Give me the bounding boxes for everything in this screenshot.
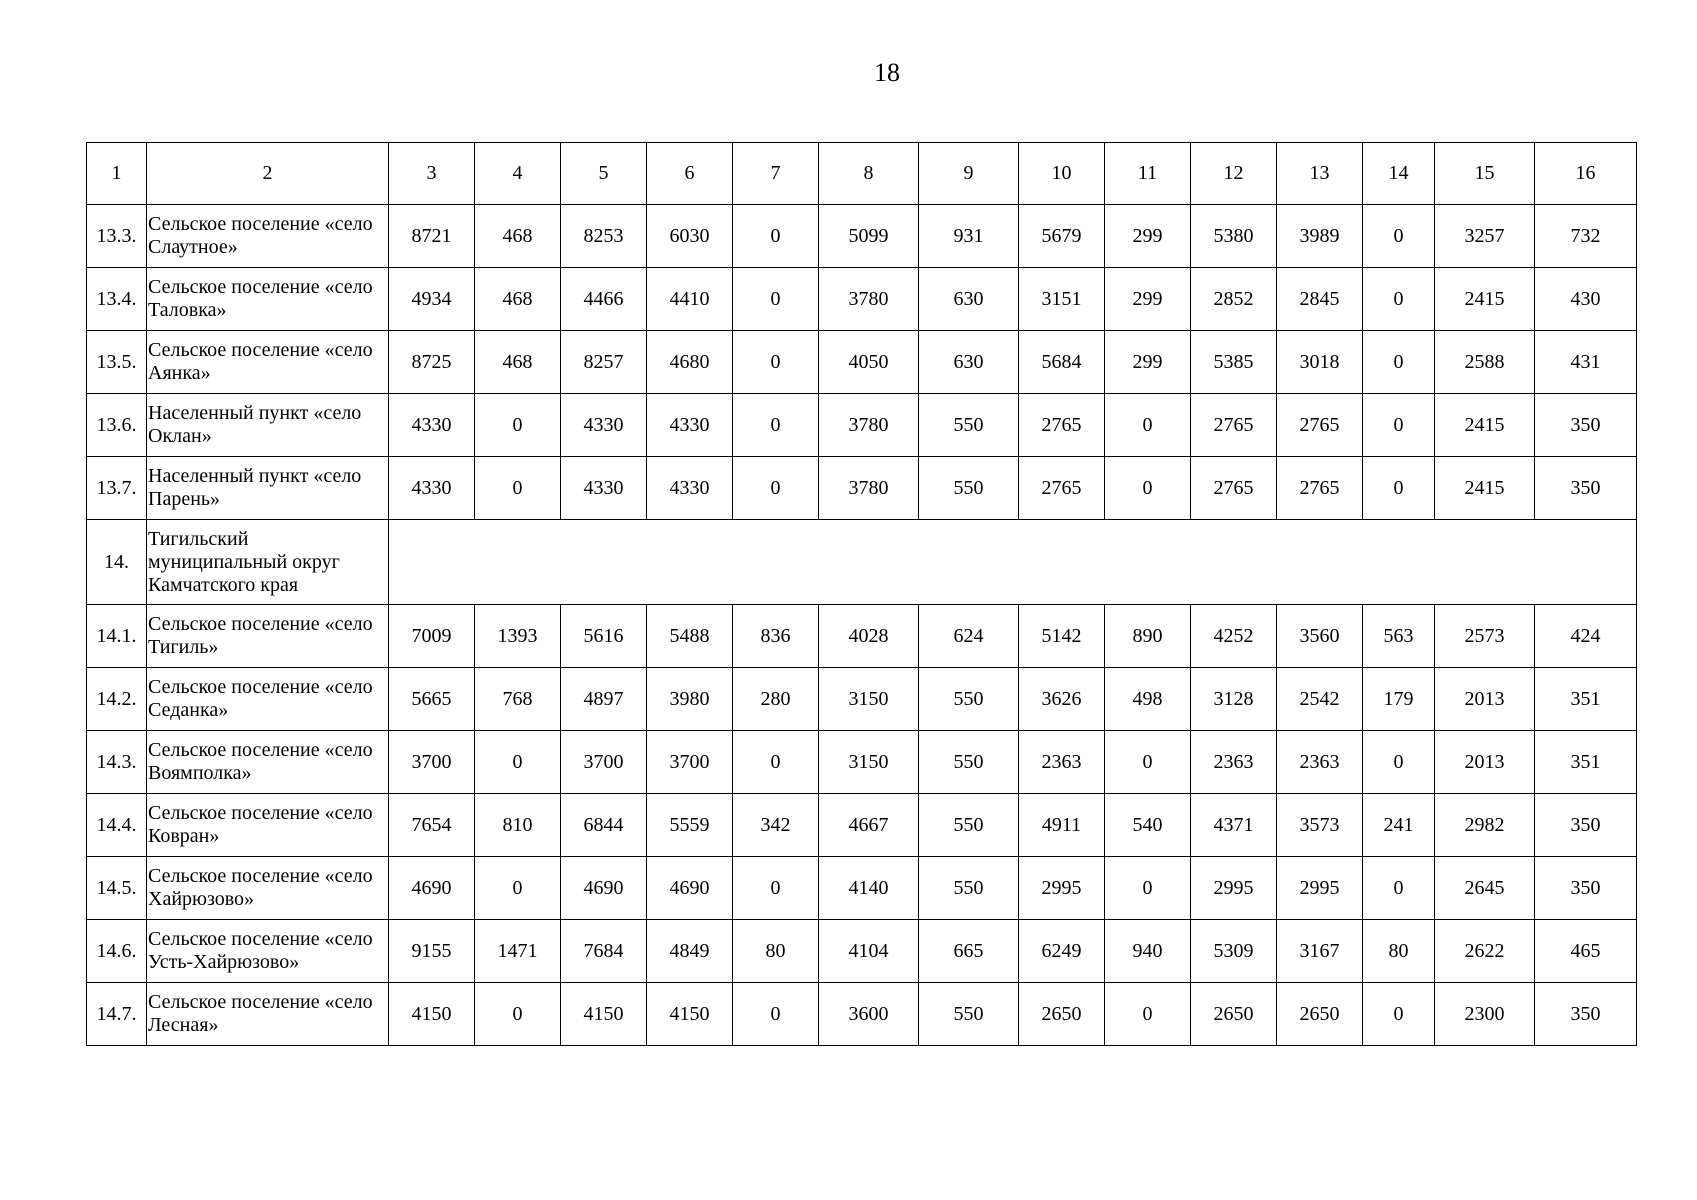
table-cell-col-9: 550: [919, 457, 1019, 520]
row-number: 13.6.: [87, 394, 147, 457]
table-cell-col-12: 2363: [1191, 731, 1277, 794]
table-cell-col-16: 350: [1535, 794, 1637, 857]
table-cell-col-16: 350: [1535, 983, 1637, 1046]
table-cell-col-14: 0: [1363, 983, 1435, 1046]
table-cell-col-9: 550: [919, 794, 1019, 857]
table-cell-col-15: 2573: [1435, 605, 1535, 668]
table-cell-col-4: 468: [475, 205, 561, 268]
column-header-3: 3: [389, 143, 475, 205]
table-cell-col-14: 0: [1363, 394, 1435, 457]
table-cell-col-14: 80: [1363, 920, 1435, 983]
table-cell-col-11: 940: [1105, 920, 1191, 983]
table-cell-col-6: 6030: [647, 205, 733, 268]
table-cell-col-6: 4680: [647, 331, 733, 394]
settlement-name: Сельское поселение «село Седанка»: [147, 668, 389, 731]
table-cell-col-15: 2013: [1435, 668, 1535, 731]
table-cell-col-7: 80: [733, 920, 819, 983]
column-header-14: 14: [1363, 143, 1435, 205]
table-cell-col-12: 2852: [1191, 268, 1277, 331]
table-cell-col-4: 1471: [475, 920, 561, 983]
table-cell-col-11: 299: [1105, 268, 1191, 331]
settlement-name: Сельское поселение «село Аянка»: [147, 331, 389, 394]
table-cell-col-6: 4150: [647, 983, 733, 1046]
table-cell-col-11: 498: [1105, 668, 1191, 731]
table-cell-col-8: 3780: [819, 457, 919, 520]
settlement-name: Сельское поселение «село Ковран»: [147, 794, 389, 857]
row-number: 14.2.: [87, 668, 147, 731]
table-cell-col-7: 0: [733, 268, 819, 331]
table-cell-col-8: 4028: [819, 605, 919, 668]
row-number: 13.4.: [87, 268, 147, 331]
table-cell-col-13: 2995: [1277, 857, 1363, 920]
settlement-name: Сельское поселение «село Хайрюзово»: [147, 857, 389, 920]
table-cell-col-5: 6844: [561, 794, 647, 857]
row-number: 14.4.: [87, 794, 147, 857]
table-cell-col-8: 3150: [819, 731, 919, 794]
table-row: [87, 794, 1637, 857]
row-number: 13.3.: [87, 205, 147, 268]
table-row: [87, 331, 1637, 394]
column-header-15: 15: [1435, 143, 1535, 205]
table-cell-col-16: 430: [1535, 268, 1637, 331]
table-cell-col-12: 2765: [1191, 457, 1277, 520]
column-header-2: 2: [147, 143, 389, 205]
table-cell-col-5: 4330: [561, 394, 647, 457]
table-cell-col-12: 2765: [1191, 394, 1277, 457]
column-header-4: 4: [475, 143, 561, 205]
table-row: [87, 457, 1637, 520]
table-cell-col-10: 4911: [1019, 794, 1105, 857]
table-cell-col-6: 4690: [647, 857, 733, 920]
table-cell-col-5: 4330: [561, 457, 647, 520]
table-cell-col-13: 2363: [1277, 731, 1363, 794]
table-row: [87, 605, 1637, 668]
table-cell-col-10: 2650: [1019, 983, 1105, 1046]
table-cell-col-11: 0: [1105, 731, 1191, 794]
table-cell-col-4: 0: [475, 394, 561, 457]
table-cell-col-16: 351: [1535, 731, 1637, 794]
table-cell-col-16: 351: [1535, 668, 1637, 731]
page-number: 18: [874, 58, 900, 87]
table-cell-col-7: 0: [733, 857, 819, 920]
table-cell-col-4: 0: [475, 857, 561, 920]
table-row: [87, 394, 1637, 457]
table-cell-col-4: 1393: [475, 605, 561, 668]
table-cell-col-8: 4104: [819, 920, 919, 983]
table-cell-col-3: 9155: [389, 920, 475, 983]
table-cell-col-3: 4690: [389, 857, 475, 920]
table-cell-col-9: 931: [919, 205, 1019, 268]
table-row: [87, 205, 1637, 268]
table-cell-col-15: 2415: [1435, 268, 1535, 331]
row-number: 13.7.: [87, 457, 147, 520]
table-cell-col-16: 732: [1535, 205, 1637, 268]
table-cell-col-6: 4849: [647, 920, 733, 983]
row-number: 14.7.: [87, 983, 147, 1046]
row-number: 14.5.: [87, 857, 147, 920]
table-cell-col-7: 0: [733, 394, 819, 457]
table-cell-col-8: 5099: [819, 205, 919, 268]
table-cell-col-3: 4934: [389, 268, 475, 331]
table-cell-col-3: 7009: [389, 605, 475, 668]
table-cell-col-15: 2982: [1435, 794, 1535, 857]
table-cell-col-15: 2013: [1435, 731, 1535, 794]
table-cell-col-7: 342: [733, 794, 819, 857]
table-cell-col-4: 468: [475, 331, 561, 394]
settlement-name: Сельское поселение «село Воямполка»: [147, 731, 389, 794]
table-cell-col-13: 2542: [1277, 668, 1363, 731]
table-cell-col-15: 2415: [1435, 394, 1535, 457]
table-cell-col-5: 8253: [561, 205, 647, 268]
table-cell-col-11: 299: [1105, 331, 1191, 394]
table-cell-col-14: 0: [1363, 857, 1435, 920]
group-name: Тигильский муниципальный округ Камчатского края: [147, 520, 389, 605]
table-cell-col-5: 4690: [561, 857, 647, 920]
table-cell-col-8: 3150: [819, 668, 919, 731]
table-cell-col-14: 179: [1363, 668, 1435, 731]
table-cell-col-13: 2765: [1277, 457, 1363, 520]
table-cell-col-5: 4897: [561, 668, 647, 731]
table-cell-col-11: 0: [1105, 857, 1191, 920]
table-cell-col-3: 8725: [389, 331, 475, 394]
table-cell-col-10: 3151: [1019, 268, 1105, 331]
table-cell-col-7: 280: [733, 668, 819, 731]
table-cell-col-9: 550: [919, 668, 1019, 731]
table-cell-col-7: 0: [733, 331, 819, 394]
table-cell-col-16: 465: [1535, 920, 1637, 983]
table-cell-col-11: 0: [1105, 457, 1191, 520]
table-cell-col-16: 350: [1535, 857, 1637, 920]
table-row: [87, 920, 1637, 983]
settlement-name: Сельское поселение «село Тигиль»: [147, 605, 389, 668]
column-header-6: 6: [647, 143, 733, 205]
table-cell-col-10: 5684: [1019, 331, 1105, 394]
table-cell-col-14: 0: [1363, 457, 1435, 520]
row-number: 13.5.: [87, 331, 147, 394]
table-cell-col-15: 2622: [1435, 920, 1535, 983]
table-cell-col-12: 2995: [1191, 857, 1277, 920]
table-cell-col-13: 2650: [1277, 983, 1363, 1046]
table-cell-col-14: 0: [1363, 268, 1435, 331]
data-table: [86, 142, 1637, 1046]
table-cell-col-8: 3780: [819, 394, 919, 457]
table-cell-col-6: 3700: [647, 731, 733, 794]
table-cell-col-12: 3128: [1191, 668, 1277, 731]
table-cell-col-5: 7684: [561, 920, 647, 983]
table-cell-col-6: 3980: [647, 668, 733, 731]
table-cell-col-12: 2650: [1191, 983, 1277, 1046]
table-cell-col-3: 5665: [389, 668, 475, 731]
table-cell-col-10: 3626: [1019, 668, 1105, 731]
table-row: [87, 731, 1637, 794]
table-cell-col-15: 3257: [1435, 205, 1535, 268]
column-header-1: 1: [87, 143, 147, 205]
table-cell-col-8: 4667: [819, 794, 919, 857]
table-cell-col-13: 2765: [1277, 394, 1363, 457]
table-cell-col-9: 630: [919, 268, 1019, 331]
table-cell-col-8: 3600: [819, 983, 919, 1046]
column-header-8: 8: [819, 143, 919, 205]
column-header-11: 11: [1105, 143, 1191, 205]
row-number: 14.6.: [87, 920, 147, 983]
table-cell-col-10: 6249: [1019, 920, 1105, 983]
table-cell-col-14: 0: [1363, 205, 1435, 268]
table-cell-col-6: 5488: [647, 605, 733, 668]
table-cell-col-11: 0: [1105, 983, 1191, 1046]
table-cell-col-10: 2765: [1019, 394, 1105, 457]
settlement-name: Населенный пункт «село Оклан»: [147, 394, 389, 457]
table-row: [87, 668, 1637, 731]
table-cell-col-4: 0: [475, 731, 561, 794]
table-cell-col-7: 0: [733, 205, 819, 268]
table-cell-col-9: 550: [919, 857, 1019, 920]
table-cell-col-9: 624: [919, 605, 1019, 668]
table-cell-col-12: 4371: [1191, 794, 1277, 857]
table-cell-col-12: 5309: [1191, 920, 1277, 983]
settlement-name: Населенный пункт «село Парень»: [147, 457, 389, 520]
table-row: [87, 857, 1637, 920]
table-cell-col-14: 0: [1363, 331, 1435, 394]
table-cell-col-7: 836: [733, 605, 819, 668]
table-cell-col-4: 0: [475, 457, 561, 520]
table-cell-col-3: 4330: [389, 394, 475, 457]
column-header-13: 13: [1277, 143, 1363, 205]
table-cell-col-14: 563: [1363, 605, 1435, 668]
table-cell-col-8: 3780: [819, 268, 919, 331]
table-cell-col-7: 0: [733, 983, 819, 1046]
table-cell-col-13: 3560: [1277, 605, 1363, 668]
table-cell-col-13: 3989: [1277, 205, 1363, 268]
table-cell-col-5: 4150: [561, 983, 647, 1046]
table-cell-col-6: 4410: [647, 268, 733, 331]
table-cell-col-5: 4466: [561, 268, 647, 331]
table-cell-col-15: 2588: [1435, 331, 1535, 394]
table-cell-col-9: 550: [919, 394, 1019, 457]
table-cell-col-9: 550: [919, 731, 1019, 794]
table-row: [87, 268, 1637, 331]
table-cell-col-10: 2363: [1019, 731, 1105, 794]
table-cell-col-5: 8257: [561, 331, 647, 394]
table-cell-col-15: 2415: [1435, 457, 1535, 520]
table-cell-col-7: 0: [733, 457, 819, 520]
table-cell-col-11: 540: [1105, 794, 1191, 857]
table-cell-col-4: 0: [475, 983, 561, 1046]
column-header-7: 7: [733, 143, 819, 205]
table-row: [87, 983, 1637, 1046]
table-cell-col-9: 665: [919, 920, 1019, 983]
empty-merged-cell: [389, 520, 1637, 605]
table-cell-col-11: 890: [1105, 605, 1191, 668]
group-row: [87, 520, 1637, 605]
table-cell-col-6: 5559: [647, 794, 733, 857]
table-cell-col-3: 4150: [389, 983, 475, 1046]
row-number: 14.: [87, 520, 147, 605]
table-cell-col-10: 5142: [1019, 605, 1105, 668]
column-header-5: 5: [561, 143, 647, 205]
table-cell-col-12: 5385: [1191, 331, 1277, 394]
table-cell-col-13: 3018: [1277, 331, 1363, 394]
table-cell-col-10: 2995: [1019, 857, 1105, 920]
table-cell-col-3: 4330: [389, 457, 475, 520]
column-header-16: 16: [1535, 143, 1637, 205]
table-cell-col-12: 4252: [1191, 605, 1277, 668]
table-cell-col-3: 8721: [389, 205, 475, 268]
column-header-12: 12: [1191, 143, 1277, 205]
table-cell-col-12: 5380: [1191, 205, 1277, 268]
table-cell-col-7: 0: [733, 731, 819, 794]
table-cell-col-13: 3167: [1277, 920, 1363, 983]
table-cell-col-9: 550: [919, 983, 1019, 1046]
table-cell-col-4: 768: [475, 668, 561, 731]
settlement-name: Сельское поселение «село Таловка»: [147, 268, 389, 331]
settlement-name: Сельское поселение «село Слаутное»: [147, 205, 389, 268]
table-cell-col-16: 431: [1535, 331, 1637, 394]
table-cell-col-11: 0: [1105, 394, 1191, 457]
table-cell-col-13: 2845: [1277, 268, 1363, 331]
settlement-name: Сельское поселение «село Лесная»: [147, 983, 389, 1046]
table-cell-col-10: 5679: [1019, 205, 1105, 268]
table-cell-col-5: 5616: [561, 605, 647, 668]
table-header-row: [87, 143, 1637, 205]
settlement-name: Сельское поселение «село Усть-Хайрюзово»: [147, 920, 389, 983]
table-cell-col-15: 2300: [1435, 983, 1535, 1046]
row-number: 14.1.: [87, 605, 147, 668]
table-cell-col-5: 3700: [561, 731, 647, 794]
row-number: 14.3.: [87, 731, 147, 794]
column-header-10: 10: [1019, 143, 1105, 205]
table-cell-col-4: 468: [475, 268, 561, 331]
table-cell-col-3: 3700: [389, 731, 475, 794]
table-cell-col-14: 241: [1363, 794, 1435, 857]
table-cell-col-16: 350: [1535, 457, 1637, 520]
column-header-9: 9: [919, 143, 1019, 205]
table-cell-col-10: 2765: [1019, 457, 1105, 520]
table-cell-col-16: 424: [1535, 605, 1637, 668]
table-cell-col-8: 4140: [819, 857, 919, 920]
table-cell-col-3: 7654: [389, 794, 475, 857]
table-cell-col-6: 4330: [647, 457, 733, 520]
table-cell-col-6: 4330: [647, 394, 733, 457]
table-cell-col-14: 0: [1363, 731, 1435, 794]
table-cell-col-4: 810: [475, 794, 561, 857]
table-cell-col-8: 4050: [819, 331, 919, 394]
table-cell-col-16: 350: [1535, 394, 1637, 457]
table-cell-col-9: 630: [919, 331, 1019, 394]
table-cell-col-15: 2645: [1435, 857, 1535, 920]
table-cell-col-13: 3573: [1277, 794, 1363, 857]
table-cell-col-11: 299: [1105, 205, 1191, 268]
